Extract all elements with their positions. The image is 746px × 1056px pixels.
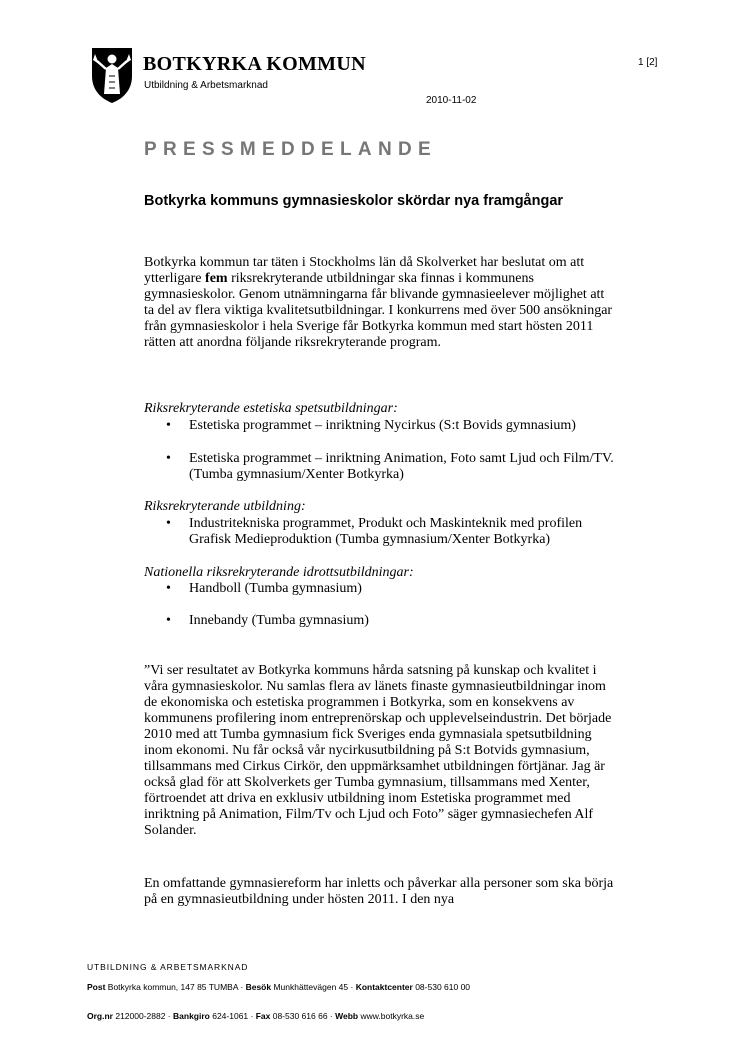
list-item-text: Industritekniska programmet, Produkt och Maskinteknik med profilen Grafisk Medieproduktion (Tumba gymnasium/Xenter Botkyrka) — [189, 516, 583, 547]
footer-web-label: Webb — [335, 1011, 359, 1021]
footer-org-label: Org.nr — [87, 1011, 113, 1021]
footer-department: UTBILDNING & ARBETSMARKNAD — [87, 962, 249, 972]
list-item-text: Innebandy (Tumba gymnasium) — [189, 613, 369, 628]
section-title-utbildning: Riksrekryterande utbildning: — [144, 499, 306, 514]
list-item-text: Handboll (Tumba gymnasium) — [189, 581, 362, 596]
footer-web-value: www.botkyrka.se — [358, 1011, 425, 1021]
footer-visit-label: Besök — [245, 982, 272, 992]
footer-post-value: Botkyrka kommun, 147 85 TUMBA · — [105, 982, 246, 992]
bullet-icon: • — [166, 451, 171, 466]
closing-paragraph: En omfattande gymnasiereform har inletts och påverkar alla personer som ska börja på en gymnasieutbildning under hösten 2011. I den nya — [144, 876, 614, 907]
page-number: 1 [2] — [638, 57, 658, 68]
footer-bankgiro-value: 624-1061 · — [209, 1011, 256, 1021]
section-title-estetiska: Riksrekryterande estetiska spetsutbildningar: — [144, 401, 398, 416]
footer-fax-value: 08-530 616 66 · — [270, 1011, 336, 1021]
footer-contact-line — [87, 982, 470, 992]
organization-unit: Utbildning & Arbetsmarknad — [144, 80, 268, 91]
list-item-text: Estetiska programmet – inriktning Animation, Foto samt Ljud och Film/TV. (Tumba gymnasium/Xenter Botkyrka) — [189, 451, 614, 482]
press-headline: Botkyrka kommuns gymnasieskolor skördar nya framgångar — [144, 193, 564, 209]
intro-text-start: Botkyrka kommun tar täten i Stockholms län då Skolverket har beslutat om att ytterligare — [144, 255, 585, 286]
section-title-idrott: Nationella riksrekryterande idrottsutbildningar: — [144, 565, 414, 580]
footer-fax-label: Fax — [255, 1011, 271, 1021]
footer-contact-label: Kontaktcenter — [355, 982, 413, 992]
list-item-text: Estetiska programmet – inriktning Nycirkus (S:t Bovids gymnasium) — [189, 418, 576, 433]
bullet-icon: • — [166, 613, 171, 628]
document-date: 2010-11-02 — [426, 95, 477, 106]
bullet-icon: • — [166, 516, 171, 531]
bullet-icon: • — [166, 418, 171, 433]
footer-bankgiro-label: Bankgiro — [173, 1011, 210, 1021]
footer-org-value: 212000-2882 · — [112, 1011, 174, 1021]
footer-visit-value: Munkhättevägen 45 · — [271, 982, 356, 992]
intro-text-end: riksrekryterande utbildningar ska finnas i kommunens gymnasieskolor. Genom utnämningarna får blivande gymnasieelever möjlighet att ta del av flera viktiga kvalitetsutbildningar. I konkurrens med över 500 ansökningar från gymnasieskolor i hela Sverige får Botkyrka kommun med start hösten 2011 rätten att anordna följande riksrekryterande program. — [144, 271, 613, 350]
footer-post-label: Post — [87, 982, 106, 992]
quote-paragraph: ”Vi ser resultatet av Botkyrka kommuns hårda satsning på kunskap och kvalitet i våra gymnasieskolor. Nu samlas flera av länets finaste gymnasieutbildningar inom de ekonomiska och estetiska programmen i Botkyrka, som en konsekvens av kommunens profilering inom entreprenörskap och upplevelseindustrin. Det började 2010 med att Tumba gymnasium fick Sveriges enda gymnasiala spetsutbildning inom ekonomi. Nu får också vår nycirkusutbildning på S:t Botvids gymnasium, tillsammans med Cirkus Cirkör, den uppmärksamhet utbildningen förtjänar. Jag är också glad för att Skolverkets ger Tumba gymnasium, tillsammans med Xenter, förtroendet att driva en exklusiv utbildning inom Estetiska programmet med inriktning på Animation, Film/Tv och Ljud och Foto” säger gymnasiechefen Alf Solander. — [144, 663, 612, 838]
intro-bold-word: fem — [205, 271, 228, 286]
intro-paragraph — [144, 255, 614, 351]
organization-name: BOTKYRKA KOMMUN — [143, 53, 366, 75]
bullet-icon: • — [166, 581, 171, 596]
footer-contact-value: 08-530 610 00 — [412, 982, 471, 992]
document-type-label: PRESSMEDDELANDE — [144, 139, 437, 160]
coat-of-arms-logo — [89, 46, 135, 104]
footer-registration-line — [87, 1011, 424, 1021]
